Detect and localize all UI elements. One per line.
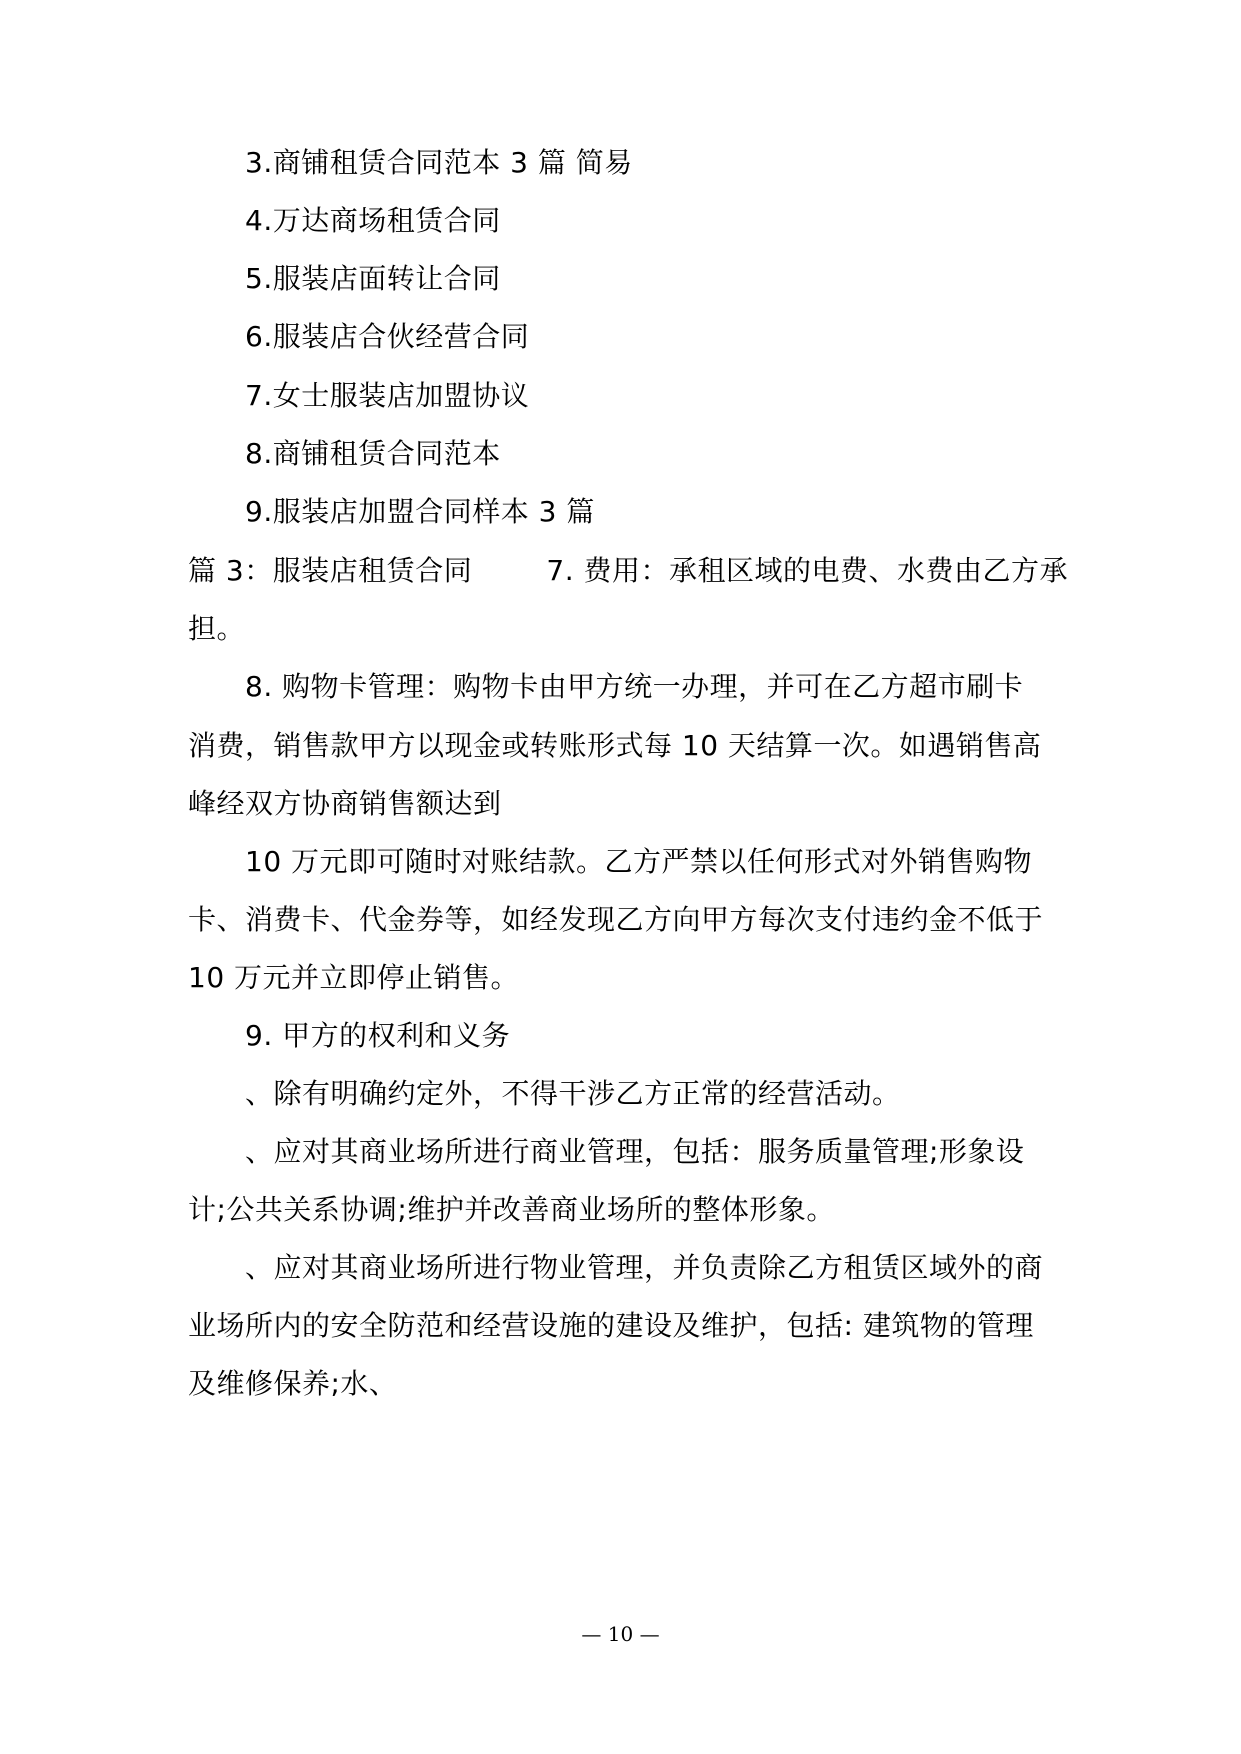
toc-item-7: 7.女士服装店加盟协议 [245,379,530,412]
body-line: 及维修保养;水、 [188,1367,398,1400]
body-line: 10 万元即可随时对账结款。乙方严禁以任何形式对外销售购物 [245,845,1033,878]
toc-item-8: 8.商铺租赁合同范本 [245,437,501,470]
body-line: 业场所内的安全防范和经营设施的建设及维护，包括: 建筑物的管理 [188,1309,1034,1342]
section-title: 篇 3：服装店租赁合同 [188,554,473,587]
toc-item-5: 5.服装店面转让合同 [245,262,501,295]
toc-item-9: 9.服装店加盟合同样本 3 篇 [245,495,595,528]
body-line: 担。 [188,612,246,645]
body-line: 卡、消费卡、代金券等，如经发现乙方向甲方每次支付违约金不低于 [188,903,1044,936]
toc-item-3: 3.商铺租赁合同范本 3 篇 简易 [245,146,633,179]
body-line: 消费，销售款甲方以现金或转账形式每 10 天结算一次。如遇销售高 [188,729,1042,762]
body-line: 、应对其商业场所进行商业管理，包括：服务质量管理;形象设 [245,1135,1025,1168]
body-line: 计;公共关系协调;维护并改善商业场所的整体形象。 [188,1193,835,1226]
page-number: — 10 — [581,1622,660,1646]
body-line: 、除有明确约定外，不得干涉乙方正常的经营活动。 [245,1077,901,1110]
body-line: 、应对其商业场所进行物业管理，并负责除乙方租赁区域外的商 [245,1251,1044,1284]
section-heading-line [188,551,1068,591]
body-line: 8. 购物卡管理：购物卡由甲方统一办理，并可在乙方超市刷卡 [245,670,1024,703]
section-first-text: 7. 费用：承租区域的电费、水费由乙方承 [546,554,1068,587]
toc-item-4: 4.万达商场租赁合同 [245,204,501,237]
body-line: 10 万元并立即停止销售。 [188,961,520,994]
body-line: 9. 甲方的权利和义务 [245,1019,511,1052]
toc-item-6: 6.服装店合伙经营合同 [245,320,530,353]
body-line: 峰经双方协商销售额达到 [188,787,502,820]
